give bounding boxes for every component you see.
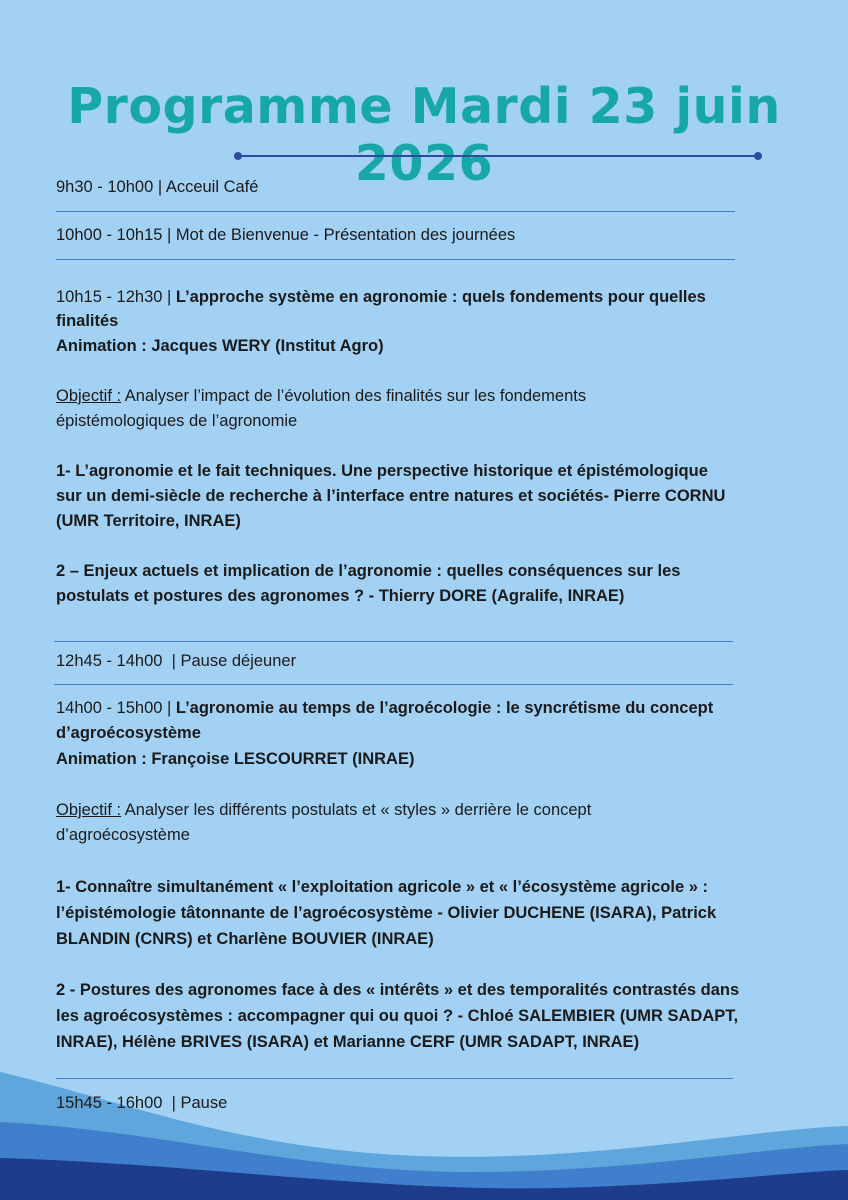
talk-1-cont: (UMR Territoire, INRAE) xyxy=(56,512,241,530)
item-time: 10h00 - 10h15 xyxy=(56,226,163,244)
talk-1: 1- Connaître simultanément « l’exploitation agricole » et « l’écosystème agricole » : xyxy=(56,878,708,896)
session-title: L’agronomie au temps de l’agroécologie : le syncrétisme du concept xyxy=(175,699,714,717)
item-label: Mot de Bienvenue - Présentation des journées xyxy=(175,226,516,244)
session-title-cont: finalités xyxy=(56,312,119,330)
item-label: Pause xyxy=(180,1094,228,1112)
session-1-header xyxy=(56,287,706,307)
schedule-item-break xyxy=(56,1093,227,1113)
divider xyxy=(56,259,735,260)
divider xyxy=(56,211,735,212)
item-separator: | xyxy=(153,178,166,196)
item-separator: | xyxy=(162,1094,181,1112)
item-time: 12h45 - 14h00 xyxy=(56,652,163,670)
schedule-item-welcome-speech xyxy=(56,225,515,245)
item-label: Pause déjeuner xyxy=(180,652,297,670)
session-objective xyxy=(56,386,586,406)
divider xyxy=(54,641,733,642)
schedule-item-lunch xyxy=(56,651,296,671)
objective-label: Objectif : xyxy=(56,801,122,819)
item-time: 10h15 - 12h30 xyxy=(56,288,163,306)
talk-2: 2 - Postures des agronomes face à des « intérêts » et des temporalités contrastés dans xyxy=(56,981,740,999)
session-title: L’approche système en agronomie : quels fondements pour quelles xyxy=(175,288,706,306)
talk-1-cont: sur un demi-siècle de recherche à l’interface entre natures et sociétés- Pierre CORNU xyxy=(56,487,726,505)
session-title-cont: d’agroécosystème xyxy=(56,724,201,742)
session-animation: Animation : Jacques WERY (Institut Agro) xyxy=(56,337,384,355)
item-separator: | xyxy=(162,226,176,244)
item-separator: | xyxy=(162,699,176,717)
objective-text: Analyser les différents postulats et « styles » derrière le concept xyxy=(121,801,592,819)
talk-1: 1- L’agronomie et le fait techniques. Une perspective historique et épistémologique xyxy=(56,462,708,480)
item-time: 15h45 - 16h00 xyxy=(56,1094,163,1112)
talk-1-cont: l’épistémologie tâtonnante de l’agroécosystème - Olivier DUCHENE (ISARA), Patrick xyxy=(56,904,717,922)
item-time: 9h30 - 10h00 xyxy=(56,178,154,196)
session-objective xyxy=(56,800,591,820)
objective-text: Analyser l’impact de l’évolution des finalités sur les fondements xyxy=(121,387,587,405)
item-time: 14h00 - 15h00 xyxy=(56,699,163,717)
item-separator: | xyxy=(162,288,176,306)
session-2-header xyxy=(56,698,713,718)
session-animation: Animation : Françoise LESCOURRET (INRAE) xyxy=(56,750,415,768)
item-separator: | xyxy=(162,652,181,670)
page-title: Programme Mardi 23 juin 2026 xyxy=(67,78,781,192)
talk-2-cont: les agroécosystèmes : accompagner qui ou quoi ? - Chloé SALEMBIER (UMR SADAPT, xyxy=(56,1007,739,1025)
talk-2: 2 – Enjeux actuels et implication de l’agronomie : quelles conséquences sur les xyxy=(56,562,681,580)
divider xyxy=(56,1078,733,1079)
talk-2-cont: postulats et postures des agronomes ? - Thierry DORE (Agralife, INRAE) xyxy=(56,587,625,605)
talk-1-cont: BLANDIN (CNRS) et Charlène BOUVIER (INRAE) xyxy=(56,930,434,948)
schedule-item-welcome-coffee xyxy=(56,177,258,197)
item-label: Acceuil Café xyxy=(165,178,259,196)
talk-2-cont: INRAE), Hélène BRIVES (ISARA) et Marianne CERF (UMR SADAPT, INRAE) xyxy=(56,1033,640,1051)
objective-label: Objectif : xyxy=(56,387,122,405)
objective-text-cont: épistémologiques de l’agronomie xyxy=(56,412,298,430)
objective-text-cont: d’agroécosystème xyxy=(56,826,190,844)
divider xyxy=(54,684,733,685)
